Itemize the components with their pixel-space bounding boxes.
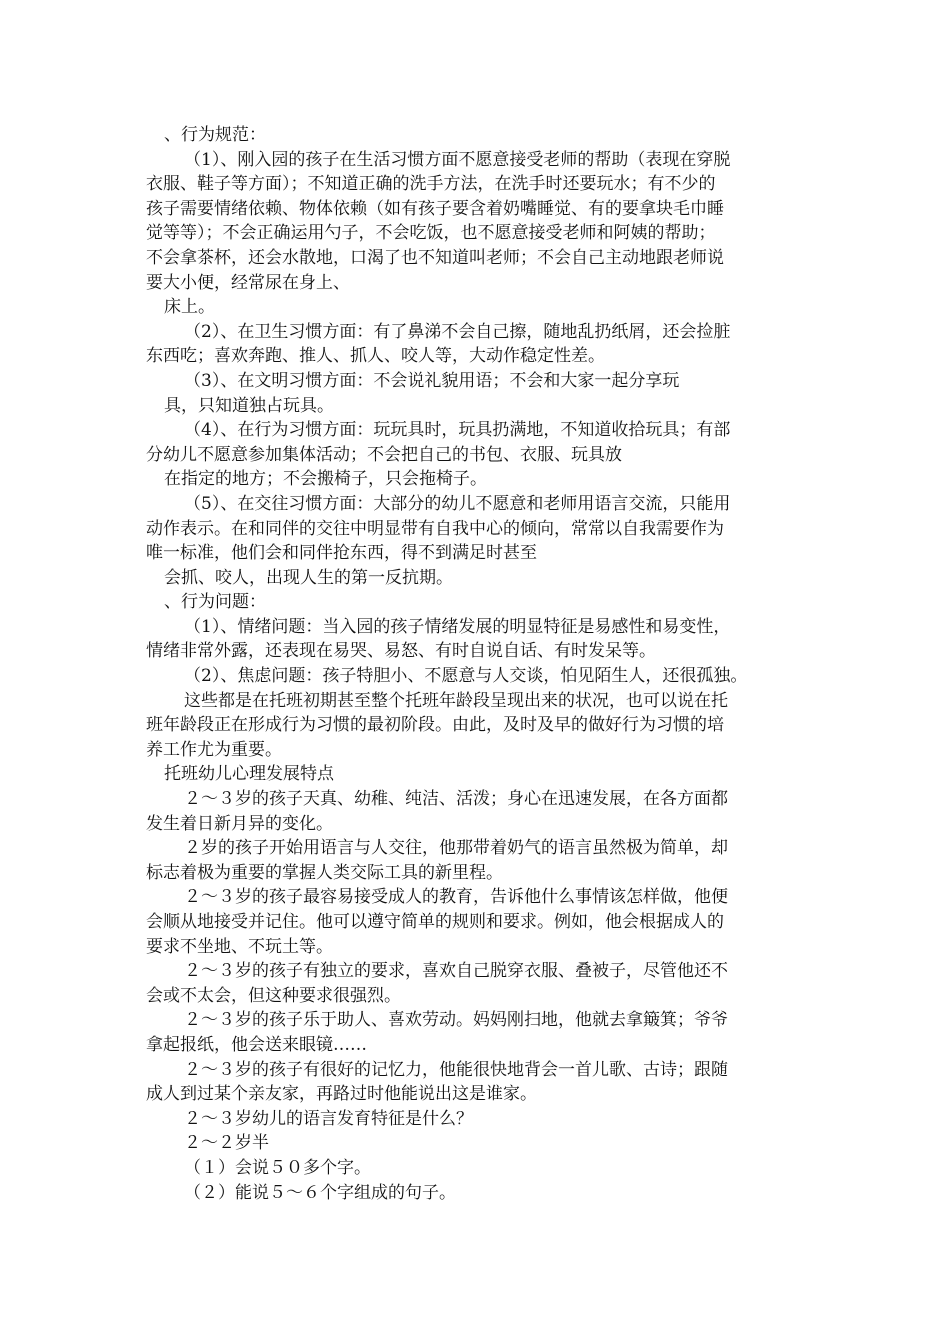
text-line: （２）能说５～６个字组成的句子。 <box>184 1182 456 1203</box>
text-line: （2）、焦虑问题：孩子特胆小、不愿意与人交谈，怕见陌生人，还很孤独。 <box>184 666 748 687</box>
text-line: 这些都是在托班初期甚至整个托班年龄段呈现出来的状况，也可以说在托 <box>184 690 728 711</box>
text-line: 会或不太会，但这种要求很强烈。 <box>146 985 401 1006</box>
text-line: 发生着日新月异的变化。 <box>146 813 333 834</box>
text-line: 床上。 <box>164 297 215 318</box>
document-body <box>146 123 826 1205</box>
text-line: 、行为规范： <box>164 125 266 145</box>
text-line: 动作表示。在和同伴的交往中明显带有自我中心的倾向，常常以自我需要作为 <box>146 518 724 539</box>
text-line: ２～２岁半 <box>184 1133 269 1154</box>
text-line: 东西吃；喜欢奔跑、推人、抓人、咬人等，大动作稳定性差。 <box>146 346 605 367</box>
text-line: 分幼儿不愿意参加集体活动；不会把自己的书包、衣服、玩具放 <box>146 444 622 465</box>
text-line: （3）、在文明习惯方面：不会说礼貌用语；不会和大家一起分享玩 <box>184 370 680 391</box>
text-line: 养工作尤为重要。 <box>146 739 282 760</box>
text-line: （2）、在卫生习惯方面：有了鼻涕不会自己擦，随地乱扔纸屑，还会捡脏 <box>184 321 731 342</box>
text-line: 觉等等）；不会正确运用勺子，不会吃饭，也不愿意接受老师和阿姨的帮助； <box>146 223 716 244</box>
text-line: 要求不坐地、不玩土等。 <box>146 936 333 957</box>
text-line: 成人到过某个亲友家，再路过时他能说出这是谁家。 <box>146 1084 537 1105</box>
text-line: ２～３岁幼儿的语言发育特征是什么？ <box>184 1108 473 1129</box>
text-line: ２～３岁的孩子最容易接受成人的教育，告诉他什么事情该怎样做，他便 <box>184 887 728 908</box>
text-line: 唯一标准，他们会和同伴抢东西，得不到满足时甚至 <box>146 543 537 564</box>
text-line: ２～３岁的孩子有独立的要求，喜欢自己脱穿衣服、叠被子，尽管他还不 <box>184 961 728 982</box>
text-line: 拿起报纸，他会送来眼镜…… <box>146 1034 367 1055</box>
text-line: （1）、刚入园的孩子在生活习惯方面不愿意接受老师的帮助（表现在穿脱 <box>184 149 731 170</box>
text-line: 、行为问题： <box>164 592 266 613</box>
text-line: 会顺从地接受并记住。他可以遵守简单的规则和要求。例如，他会根据成人的 <box>146 912 724 932</box>
text-line: 衣服、鞋子等方面）；不知道正确的洗手方法，在洗手时还要玩水；有不少的 <box>146 174 716 195</box>
text-line: （4）、在行为习惯方面：玩玩具时，玩具扔满地，不知道收拾玩具；有部 <box>184 420 731 441</box>
text-line: ２～３岁的孩子有很好的记忆力，他能很快地背会一首儿歌、古诗；跟随 <box>184 1059 728 1080</box>
text-line: ２～３岁的孩子乐于助人、喜欢劳动。妈妈刚扫地，他就去拿簸箕；爷爷 <box>184 1010 728 1031</box>
text-line: （5）、在交往习惯方面：大部分的幼儿不愿意和老师用语言交流，只能用 <box>184 493 731 514</box>
text-line: 不会拿茶杯，还会水散地，口渴了也不知道叫老师；不会自己主动地跟老师说 <box>146 247 724 268</box>
text-line: 在指定的地方；不会搬椅子，只会拖椅子。 <box>164 469 487 490</box>
text-line: 标志着极为重要的掌握人类交际工具的新里程。 <box>146 862 503 883</box>
text-line: ２岁的孩子开始用语言与人交往，他那带着奶气的语言虽然极为简单，却 <box>184 838 728 859</box>
text-line: 班年龄段正在形成行为习惯的最初阶段。由此，及时及早的做好行为习惯的培 <box>146 715 724 736</box>
text-line: 托班幼儿心理发展特点 <box>164 764 334 785</box>
text-line: 孩子需要情绪依赖、物体依赖（如有孩子要含着奶嘴睡觉、有的要拿块毛巾睡 <box>146 198 724 219</box>
text-line: 要大小便，经常尿在身上、 <box>146 272 350 293</box>
text-line: 具，只知道独占玩具。 <box>164 395 334 416</box>
text-line: （1）、情绪问题：当入园的孩子情绪发展的明显特征是易感性和易变性， <box>184 616 731 637</box>
text-line: 会抓、咬人，出现人生的第一反抗期。 <box>164 567 453 588</box>
text-line: （１）会说５０多个字。 <box>184 1157 371 1178</box>
text-line: 情绪非常外露，还表现在易哭、易怒、有时自说自话、有时发呆等。 <box>146 641 656 662</box>
text-line: ２～３岁的孩子天真、幼稚、纯洁、活泼；身心在迅速发展，在各方面都 <box>184 789 728 810</box>
